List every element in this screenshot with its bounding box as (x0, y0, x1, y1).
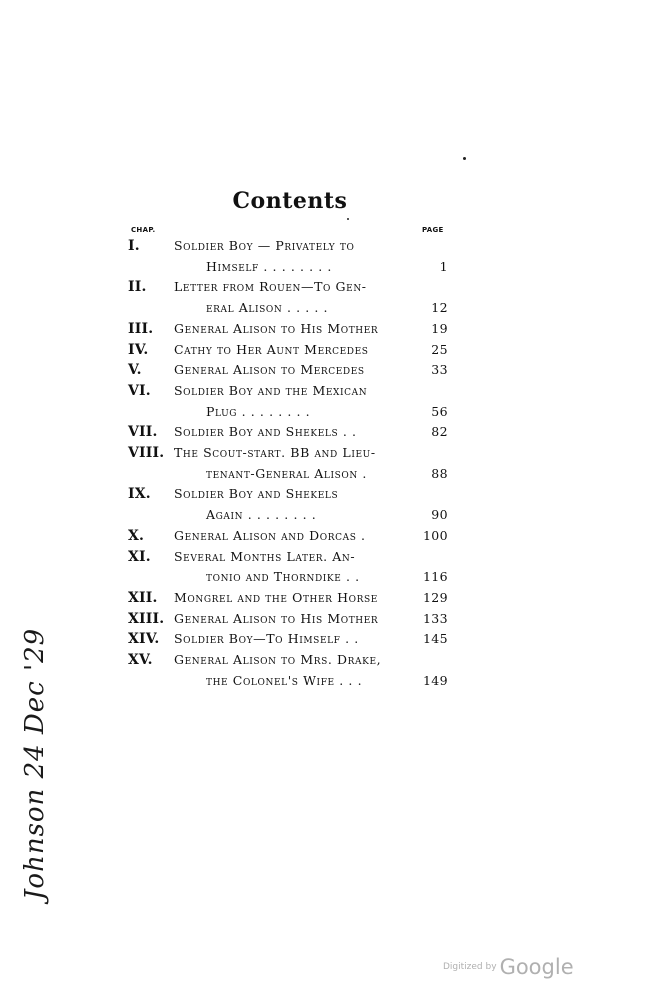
chapter-title: General Alison and Dorcas . (174, 527, 366, 543)
toc-entry-line (128, 257, 448, 277)
toc-entry-line (128, 484, 448, 504)
page-number: 33 (431, 362, 448, 378)
chapter-number: VII. (128, 424, 158, 441)
chap-column-header: CHAP. (131, 226, 156, 234)
chapter-number: V. (128, 362, 142, 379)
toc-entry-line (128, 526, 448, 546)
toc-entry-line (128, 609, 448, 629)
chapter-title: General Alison to Mercedes (174, 362, 365, 378)
toc-entry-line (128, 277, 448, 297)
toc-entry-line (128, 629, 448, 649)
page-number: 82 (431, 424, 448, 440)
toc-entry-line (128, 567, 448, 587)
chapter-title: Soldier Boy and Shekels (174, 486, 339, 502)
toc-entry-line (128, 671, 448, 691)
toc-entry-line (128, 443, 448, 463)
chapter-title: eral Alison . . . . . (206, 300, 329, 316)
page-number: 90 (431, 507, 448, 523)
toc-entry-line (128, 360, 448, 380)
chapter-title: Several Months Later. An- (174, 548, 356, 564)
chapter-number: XII. (128, 589, 158, 606)
chapter-number: IX. (128, 486, 151, 503)
chapter-title: Mongrel and the Other Horse (174, 589, 378, 605)
page-number: 88 (431, 465, 448, 481)
page-number: 12 (431, 300, 448, 316)
toc-entry-line (128, 588, 448, 608)
chapter-number: XIII. (128, 610, 165, 627)
chapter-title: tenant-General Alison . (206, 465, 367, 481)
google-logo: Google (499, 955, 574, 979)
toc-entry-line (128, 298, 448, 318)
toc-entry-line (128, 402, 448, 422)
toc-entry-line (128, 505, 448, 525)
chapter-number: XI. (128, 548, 151, 565)
chapter-number: XIV. (128, 631, 160, 648)
chapter-title: Letter from Rouen—To Gen- (174, 279, 367, 295)
chapter-title: Cathy to Her Aunt Mercedes (174, 341, 369, 357)
page-number: 100 (422, 527, 448, 543)
chapter-title: tonio and Thorndike . . (206, 569, 360, 585)
chapter-number: II. (128, 279, 147, 296)
chapter-number: X. (128, 527, 145, 544)
toc-entry-line (128, 464, 448, 484)
chapter-title: Soldier Boy—To Himself . . (174, 631, 359, 647)
digitized-by-label: Digitized by (443, 962, 497, 972)
handwritten-signature: Johnson 24 Dec '29 (20, 627, 50, 900)
toc-entry-line (128, 547, 448, 567)
chapter-title: Soldier Boy — Privately to (174, 238, 355, 253)
paper-speck (463, 157, 466, 160)
page-title: Contents (232, 188, 348, 214)
chapter-number: IV. (128, 341, 149, 358)
chapter-title: the Colonel's Wife . . . (206, 672, 363, 688)
page-number: 129 (422, 589, 448, 605)
digitized-watermark (443, 955, 574, 979)
page-column-header: PAGE (422, 226, 444, 234)
chapter-number: I. (128, 238, 140, 254)
paper-speck (347, 218, 349, 220)
toc-entry-line (128, 650, 448, 670)
toc-entry-line (128, 340, 448, 360)
page-number: 25 (431, 341, 448, 357)
chapter-number: XV. (128, 652, 153, 668)
page-number: 56 (431, 403, 448, 419)
page-number: 145 (422, 631, 448, 647)
toc-entry-line (128, 236, 448, 256)
chapter-title: General Alison to His Mother (174, 320, 379, 336)
chapter-title: Plug . . . . . . . . (206, 403, 311, 419)
chapter-number: III. (128, 320, 154, 337)
toc-entry-line (128, 319, 448, 339)
page-number: 116 (422, 569, 448, 585)
page-number: 149 (422, 672, 448, 688)
page-number: 1 (439, 258, 448, 274)
chapter-title: General Alison to Mrs. Drake, (174, 652, 382, 667)
chapter-title: Soldier Boy and Shekels . . (174, 424, 357, 440)
toc-entry-line (128, 422, 448, 442)
page-number: 19 (431, 320, 448, 336)
page-number: 133 (422, 610, 448, 626)
chapter-title: Again . . . . . . . . (206, 507, 317, 523)
toc-entry-line (128, 381, 448, 401)
chapter-title: The Scout-start. BB and Lieu- (174, 445, 376, 460)
chapter-title: Soldier Boy and the Mexican (174, 382, 368, 398)
chapter-number: VIII. (128, 445, 165, 461)
chapter-number: VI. (128, 382, 151, 399)
chapter-title: General Alison to His Mother (174, 610, 379, 626)
chapter-title: Himself . . . . . . . . (206, 258, 333, 274)
